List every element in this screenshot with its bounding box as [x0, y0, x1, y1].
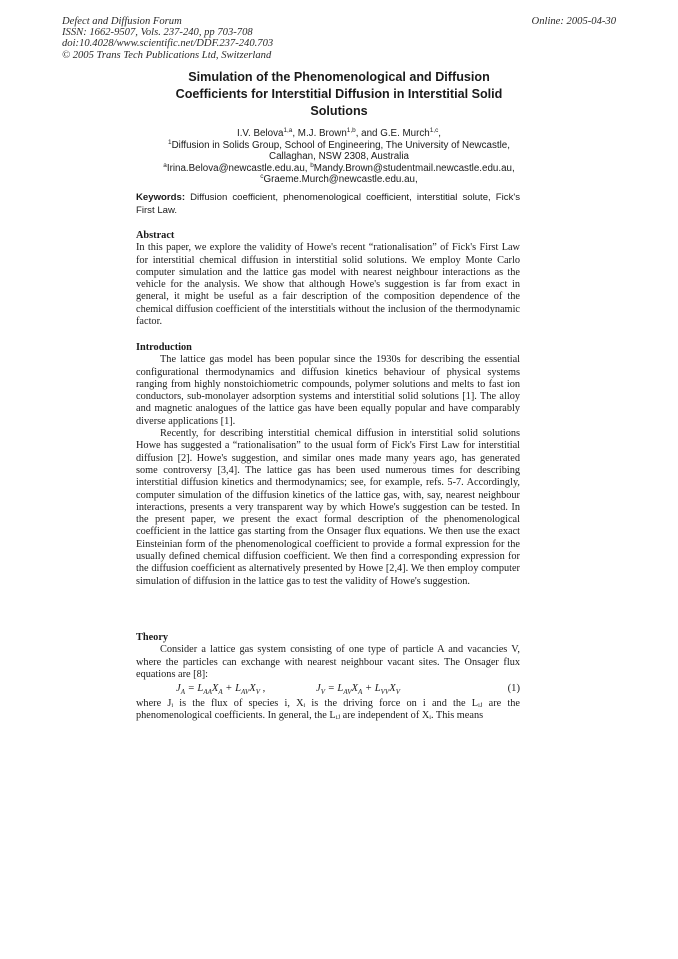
online-date: Online: 2005-04-30: [531, 16, 616, 27]
email-a-sup: a: [163, 161, 167, 169]
introduction-section: [136, 342, 520, 588]
email-b-sup: b: [310, 161, 314, 169]
author-1-sup: 1,a: [283, 127, 293, 134]
author-line: [110, 128, 568, 140]
introduction-paragraph-2: Recently, for describing interstitial chemical diffusion in interstitial solid solutions Howe has suggested a “rationalisation” to the usual form of Fick's First Law for interstitial diffusion [2]. Howe's suggestion, and similar ones made many years ago, has generated some controversy [3,4]. The lattice gas has been used numerous times for describing interstitial diffusion kinetics and thermodynamics; see, for example, refs. 5-7. Accordingly, computer simulation of the diffusion kinetics of the lattice gas, with, say, nearest neighbour interactions, presents a very transparent way by which Howe's suggestion can be tested. In the present paper, we present the exact formal description of the phenomenological coefficient in the lattice gas starting from the Onsager flux equations. We then use the exact Einsteinian form of the phenomenological coefficient to provide a formal expression for the usually defined chemical diffusion coefficient. We then find a corresponding expression for the diffusion coefficient as alternatively presented by Howe [2,4]. We then employ computer simulation of diffusion in the lattice gas to test the validity of Howe's suggestion.: [136, 428, 520, 587]
theory-heading: Theory: [136, 632, 169, 643]
equation-1-right: $J_V = L_{AV}X_A + L_{VV}X_V$: [316, 683, 400, 697]
email-c-sup: c: [260, 173, 264, 181]
author-3: , and G.E. Murch: [355, 128, 430, 139]
theory-paragraph-2: where Jᵢ is the flux of species i, Xᵢ is the driving force on i and the Lᵢⱼ are the phenomenological coefficients. In general, the Lᵢⱼ are independent of Xᵢ. This means: [136, 698, 520, 722]
theory-paragraph-1: Consider a lattice gas system consisting of one type of particle A and vacancies V, where the particles can exchange with nearest neighbour vacant sites. The Onsager flux equations are [8]:: [136, 644, 520, 680]
author-2-sup: 1,b: [346, 127, 356, 134]
abstract-text: In this paper, we explore the validity of Howe's recent “rationalisation” of Fick's First Law for interstitial chemical diffusion in interstitial solid solutions. We employ Monte Carlo computer simulation and the lattice gas model with nearest neighbour interactions as the vehicle for the analysis. We show that although Howe's suggestion is far from exact in general, it might be useful as a fair description of the composition dependence of the chemical diffusion coefficient of the interstitials without the inclusion of the thermodynamic factor.: [136, 242, 520, 328]
affiliation-text: Diffusion in Solids Group, School of Engineering, The University of Newcastle,: [171, 139, 510, 151]
author-2: , M.J. Brown: [292, 128, 347, 139]
title-line-3: Solutions: [310, 104, 368, 118]
title-line-1: Simulation of the Phenomenological and Diffusion: [188, 70, 490, 84]
email-b: Mandy.Brown@studentmail.newcastle.edu.au,: [313, 162, 515, 174]
equation-1: [136, 681, 520, 698]
authors-block: [110, 128, 568, 186]
author-3-sup: 1,c: [429, 127, 439, 134]
affiliation-line-2: Callaghan, NSW 2308, Australia: [269, 151, 409, 163]
author-1: I.V. Belova: [236, 128, 284, 139]
abstract-section: [136, 230, 520, 328]
email-line-2: [110, 174, 568, 186]
journal-header: [62, 16, 616, 61]
abstract-heading: Abstract: [136, 230, 175, 241]
affiliation-line-1: [110, 140, 568, 152]
keywords: [136, 191, 520, 217]
issn-line: ISSN: 1662-9507, Vols. 237-240, pp 703-708: [62, 27, 253, 39]
author-3-tail: ,: [438, 128, 442, 139]
copyright-line: © 2005 Trans Tech Publications Ltd, Switzerland: [62, 49, 272, 61]
theory-section: [136, 632, 520, 723]
equation-1-left: $J_A = L_{AA}X_A + L_{AV}X_V$ ,: [176, 683, 266, 697]
equation-number: (1): [507, 683, 520, 695]
journal-name: Defect and Diffusion Forum: [62, 16, 182, 27]
doi-line: doi:10.4028/www.scientific.net/DDF.237-240.703: [62, 38, 274, 50]
introduction-paragraph-1: The lattice gas model has been popular since the 1930s for describing the essential configurational thermodynamics and diffusion kinetics behaviour of physical systems ranging from highly nonstoichiometric compounds, polymer solutions and melts to fast ion conductors, sub-monolayer adsorption systems and interstitial solid solutions [1]. The alloy and magnetic analogues of the lattice gas have been equally popular and have comparably diverse applications [1].: [136, 354, 520, 427]
email-line-1: [110, 163, 568, 175]
email-c: Graeme.Murch@newcastle.edu.au,: [263, 174, 418, 186]
title-line-2: Coefficients for Interstitial Diffusion in Interstitial Solid: [175, 87, 503, 101]
affiliation-sup: 1: [168, 138, 172, 146]
keywords-text: Diffusion coefficient, phenomenological coefficient, interstitial solute, Fick's First Law.: [136, 192, 520, 216]
email-a: Irina.Belova@newcastle.edu.au,: [166, 162, 311, 174]
paper-title: [110, 69, 568, 120]
introduction-heading: Introduction: [136, 342, 192, 353]
keywords-label: Keywords:: [136, 192, 186, 203]
